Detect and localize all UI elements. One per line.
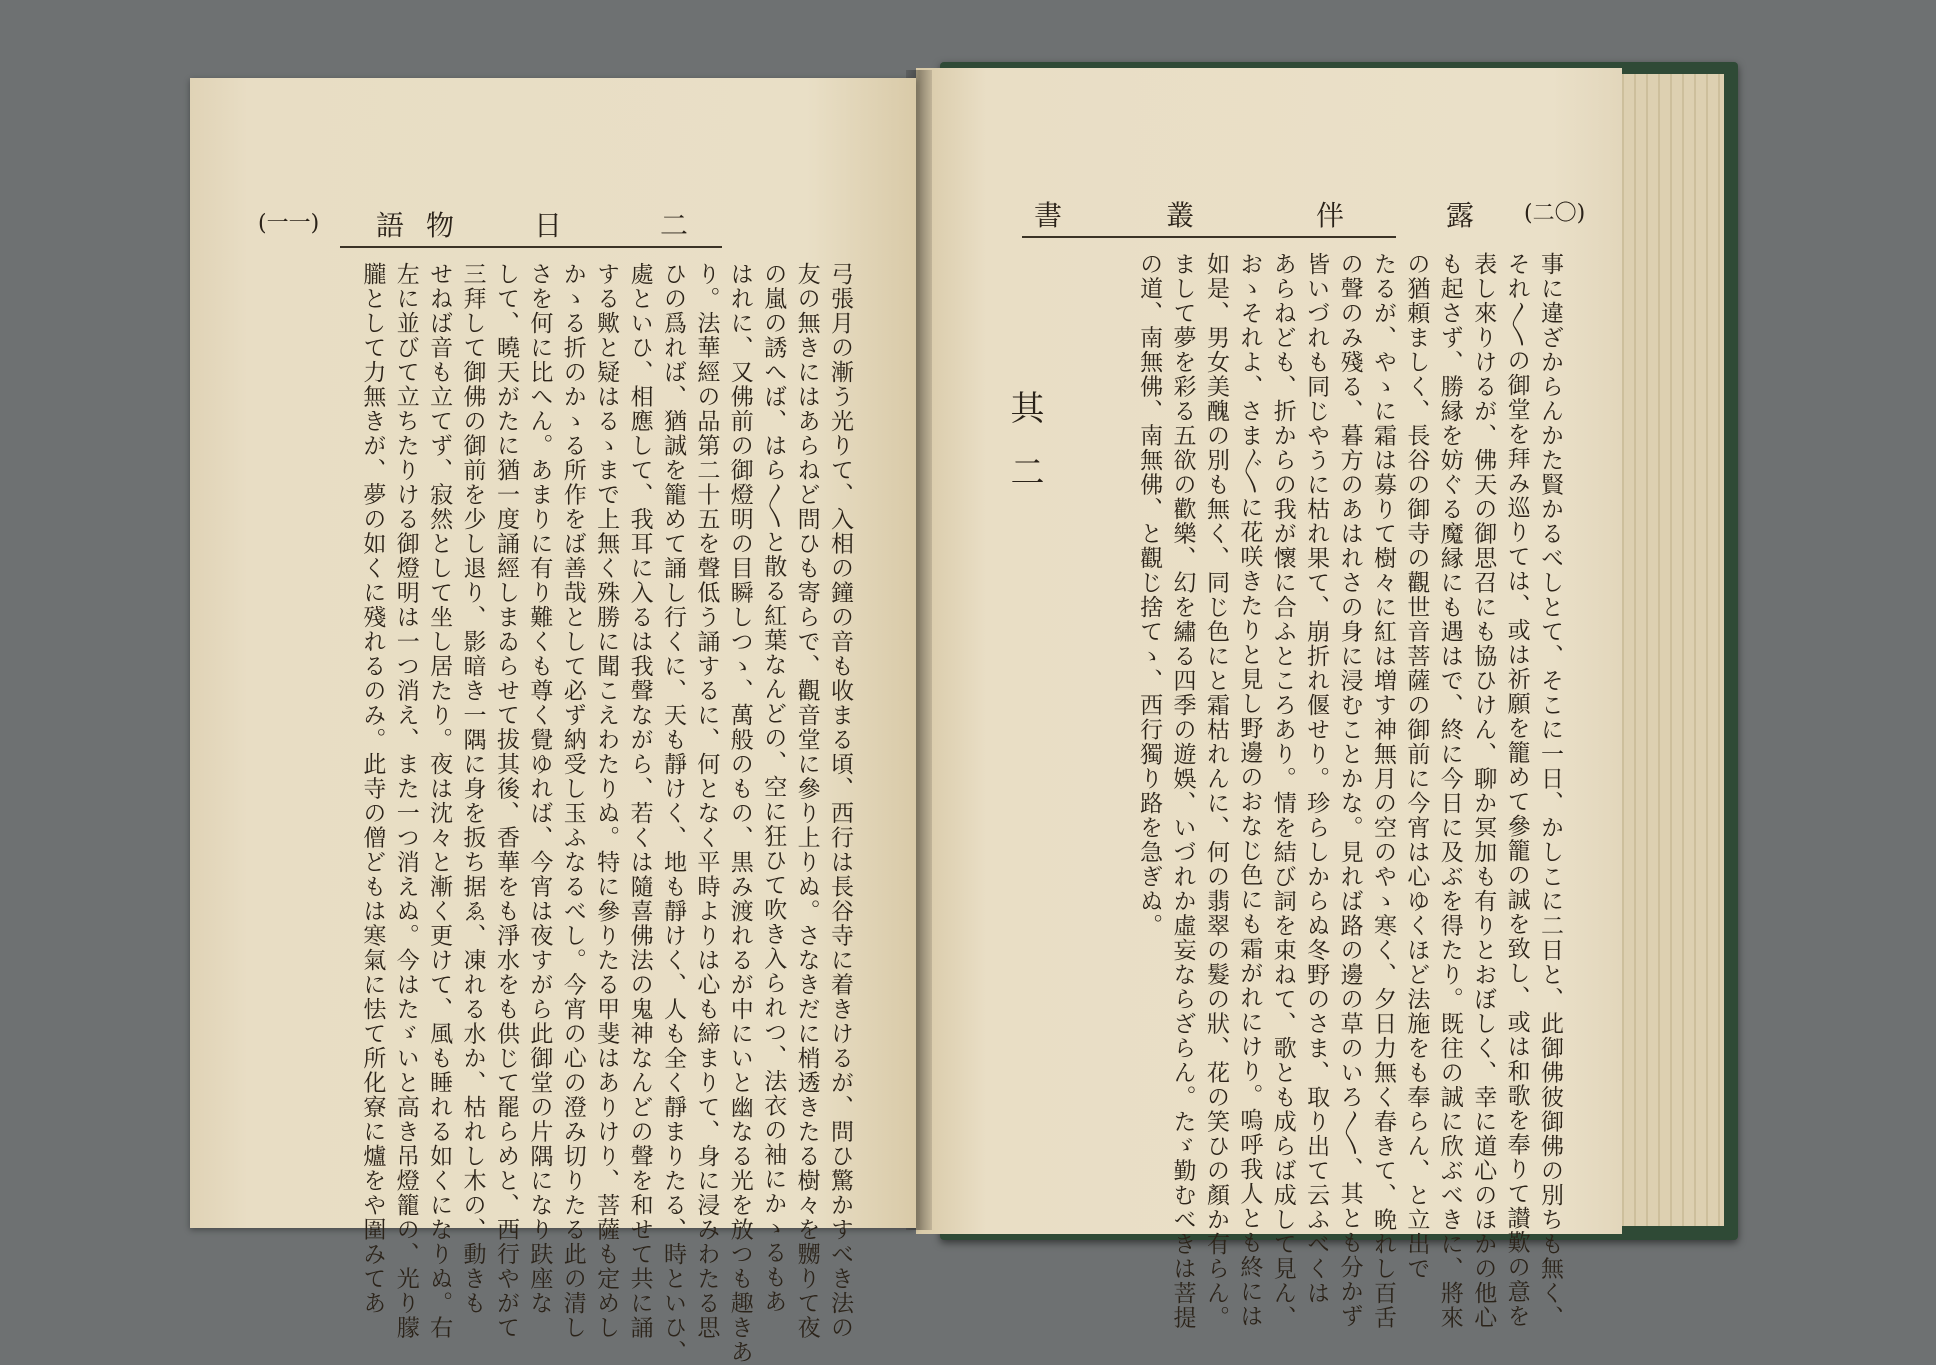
right-column: も起さず、勝縁を妨ぐる魔縁にも遇はで、終に今日に及ぶを得たり。既往の誠に欣ぶべきに、將來 bbox=[1436, 252, 1463, 1330]
left-column: ひの爲れば、猶誠を籠めて誦し行くに、天も靜けく、地も靜けく、人も全く靜まりたる、時といひ、 bbox=[659, 262, 686, 1365]
right-header-rule bbox=[1022, 236, 1396, 238]
right-column: たるが、やゝに霜は募りて樹々に紅は増す神無月の空のやゝ寒く、夕日力無く春きて、晩れし百舌 bbox=[1369, 252, 1396, 1330]
left-column: かゝる折のかゝる所作をば善哉として必ず納受し玉ふなるべし。今宵の心の澄み切りたる此の清し bbox=[559, 262, 586, 1340]
left-column: 左に並びて立ちたりける御燈明は一つ消え、また一つ消えぬ。今はたゞいと高き吊燈籠の、光り朦 bbox=[392, 262, 419, 1340]
right-column: 表し來りけるが、佛天の御思召にも協ひけん、聊か冥加も有りとおぼしく、幸に道心のほかの他心 bbox=[1470, 252, 1497, 1330]
left-column: 三拜して御佛の御前を少し退り、影暗き一隅に身を扳ち据ゑ、凍れる水か、枯れし木の、動きも bbox=[459, 262, 486, 1316]
right-column: の聲のみ殘る、暮方のあはれさの身に浸むことかな。見れば路の邊の草のいろ〳〵、其とも分かず bbox=[1336, 252, 1363, 1329]
right-page bbox=[916, 68, 1622, 1330]
left-column: はれに、又佛前の御燈明の目瞬しつゝ、萬般のもの、黒み渡れるが中にいと幽なる光を放つも趣きあ bbox=[726, 262, 753, 1365]
right-column: の道、南無佛、南無佛、と觀じ捨てゝ、西行獨り路を急ぎぬ。 bbox=[1136, 252, 1163, 938]
right-column: の猶頼ましく、長谷の御寺の觀世音菩薩の御前に今宵は心ゆくほど法施をも奉らん、と立出で bbox=[1403, 252, 1430, 1281]
right-header-char-4: 書 bbox=[1034, 199, 1063, 232]
left-column: 處といひ、相應して、我耳に入るは我聲ながら、若くは隨喜佛法の鬼神なんどの聲を和せて共に誦 bbox=[626, 262, 653, 1340]
right-body-text bbox=[1132, 252, 1566, 1330]
right-column: それ〳〵の御堂を拜み巡りては、或は祈願を籠めて參籠の誠を致し、或は和歌を奉りて讃歎の意を bbox=[1503, 252, 1530, 1329]
left-body-text bbox=[355, 262, 856, 1365]
left-header-char-2: 日 bbox=[534, 209, 563, 242]
left-column: せねば音も立てず、寂然として坐し居たり。夜は沈々と漸く更けて、風も睡れる如くになりぬ。右 bbox=[426, 262, 453, 1340]
right-column: 皆いづれも同じやうに枯れ果て、崩折れ偃せり。珍らしからぬ冬野のさま、取り出て云ふべくは bbox=[1303, 252, 1330, 1306]
left-page-number: (一一) bbox=[258, 211, 320, 236]
left-column: り。法華經の品第二十五を聲低う誦するに、何となく平時よりは心も締まりて、身に浸みわたる思 bbox=[693, 262, 720, 1340]
left-header-char-1: 二 bbox=[660, 209, 689, 242]
left-column: 朧として力無きが、夢の如くに殘れるのみ。此寺の僧どもは寒氣に怯て所化寮に爐をや圍みてあ bbox=[359, 262, 386, 1316]
left-column: 友の無きにはあらねど問ひも寄らで、觀音堂に參り上りぬ。さなきだに梢透きたる樹々を嬲りて夜 bbox=[793, 262, 820, 1340]
left-header-rule bbox=[340, 246, 722, 248]
right-column: まして夢を彩る五欲の歡樂、幻を繡る四季の遊娛、いづれか虛妄ならざらん。たゞ勤むべきは菩提 bbox=[1169, 252, 1196, 1330]
left-column: さを何に比へん。あまりに有り難くも尊く覺ゆれば、今宵は夜すがら此御堂の片隅になり趺座な bbox=[526, 262, 553, 1316]
right-header-char-1: 露 bbox=[1446, 199, 1475, 232]
left-column: して、曉天がたに猶一度誦經しまゐらせて拔其後、香華をも淨水をも供じて罷らめと、西行やがて bbox=[492, 262, 519, 1340]
section-title: 其二 bbox=[1004, 390, 1044, 518]
right-header-char-2: 伴 bbox=[1316, 199, 1345, 232]
left-header-char-4: 語 bbox=[376, 209, 405, 242]
right-column: あらねども、折からの我が懷に合ふところあり。情を結び詞を束ねて、歌とも成らば成して見ん、 bbox=[1269, 252, 1296, 1330]
right-page-number: (二〇) bbox=[1524, 201, 1586, 226]
right-column: 如是、男女美醜の別も無く、同じ色にと霜枯れんに、何の翡翠の髮の狀、花の笑ひの顏か有らん。 bbox=[1202, 252, 1229, 1330]
left-column: する歟と疑はるゝまで上無く殊勝に聞こえわたりぬ。特に參りたる甲斐はありけり、菩薩も定めし bbox=[593, 262, 620, 1340]
left-page bbox=[190, 78, 916, 1365]
left-column: 弓張月の漸う光りて、入相の鐘の音も收まる頃、西行は長谷寺に着きけるが、問ひ驚かすべき法の bbox=[827, 262, 853, 1340]
right-column: 事に違ざからんかた賢かるべしとて、そこに一日、かしこに二日と、此御佛彼御佛の別ちも無く、 bbox=[1537, 252, 1563, 1330]
right-column: おゝそれよ、さま〴〵に花咲きたりと見し野邊のおなじ色にも霜がれにけり。嗚呼我人とも終には bbox=[1236, 252, 1263, 1329]
left-column: の嵐の誘へば、はら〳〵と散る紅葉なんどの、空に狂ひて吹き入られつ、法衣の袖にかゝるもあ bbox=[760, 262, 787, 1314]
left-header-char-3: 物 bbox=[426, 209, 455, 242]
right-header-char-3: 叢 bbox=[1166, 199, 1195, 232]
